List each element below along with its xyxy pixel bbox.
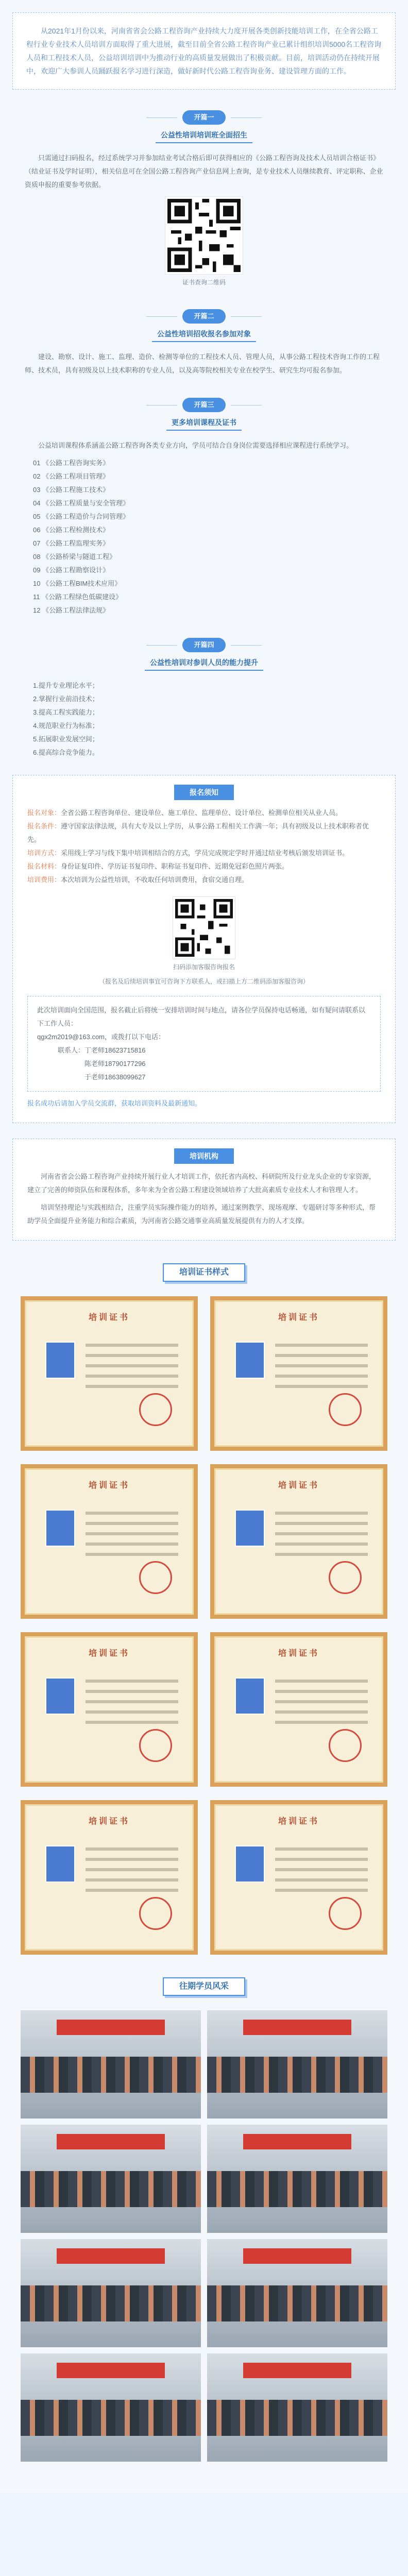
section-body: 只需通过扫码报名，经过系统学习并参加结业考试合格后即可获得相应的《公路工程咨询及技术人员培训合格证书》（结业证书及学时证明），相关信息可在全国公路工程咨询产业信息网上查询，是专业技术人员继续教育、评定职称、企业资质申报的重要参考依据。 [25,154,383,189]
row-key: 报名材料： [27,862,61,870]
contact-box [27,996,381,1092]
list-item: 1.提升专业理论水平； [33,682,99,689]
seal-icon [139,1897,172,1930]
list-item: 08 《公路桥梁与隧道工程》 [33,553,116,561]
row-key: 培训费用： [27,876,61,884]
register-row [27,806,381,820]
card-title: 报名须知 [174,785,234,800]
qr-code-icon[interactable] [165,197,243,274]
seal-icon [329,1729,362,1762]
contact-note: （报名及后续培训事宜可咨询下方联系人，或扫描上方二维码添加客服咨询） [98,978,309,985]
contact-lead: 此次培训面向全国范围，报名截止后将统一安排培训时间与地点，请各位学员保持电话畅通，如有疑问请联系以下工作人员： [37,1006,366,1027]
list-item: 09 《公路工程勘察设计》 [33,566,110,574]
intro-paragraph: 从2021年1月份以来，河南省省会公路工程咨询产业持续大力度开展各类创新技能培训工作，在全省公路工程行业专业技术人员培训方面取得了重大进展，截至目前全省公路工程咨询产业已累计组织培训5000名工程咨询人员和工程技术人员，公益培训培训中为推动行业的高质量发展做出了积极贡献。目前，培训活动仍在持续开展中，欢迎广大参训人员踊跃报名学习进行深造，做好新时代公路工程咨询业务、建设管理方面的工作。 [12,12,396,90]
group-photo [21,2239,201,2347]
group-photo [207,2353,387,2462]
about-paragraph: 河南省省会公路工程咨询产业持续开展行业人才培训工作，依托省内高校、科研院所及行业龙头企业的专家资源，建立了完善的师资队伍和课程体系，多年来为全省公路工程建设领域培养了大批高素质专业技术人才和管理人才。 [27,1173,376,1194]
list-item: 06 《公路工程检测技术》 [33,526,110,534]
row-value: 身份证复印件、学历证书复印件、职称证书复印件、近期免冠彩色照片两张。 [61,862,289,870]
certificate-title: 培训证书 [88,1481,130,1490]
list-item: 11 《公路工程绿色低碳建设》 [33,593,123,601]
seal-icon [139,1393,172,1426]
certificate-image [210,1800,387,1955]
section-4-header [0,638,408,671]
list-item: 01 《公路工程咨询实务》 [33,459,110,467]
certificate-title: 培训证书 [278,1481,319,1490]
register-row [27,820,381,846]
ability-list [33,679,383,759]
certificate-title: 培训证书 [88,1817,130,1826]
section-1-header [0,110,408,143]
certificate-image [210,1632,387,1787]
contact-person: 联系人：丁老师18623715816 [58,1046,146,1054]
qr-caption: 证书查询二维码 [182,279,226,286]
seal-icon [139,1561,172,1594]
certificate-image [21,1632,198,1787]
photo-banner [0,1975,408,1998]
portrait-photo [45,1510,75,1547]
contact-footer: 报名成功后请加入学员交流群，获取培训资料及最新通知。 [27,1099,202,1107]
list-item: 10 《公路工程BIM技术应用》 [33,580,122,587]
group-photo [21,2125,201,2233]
certificate-image [210,1464,387,1619]
portrait-photo [45,1845,75,1883]
list-item: 6.提高综合竞争能力。 [33,749,99,756]
about-card [12,1139,396,1241]
list-item: 03 《公路工程施工技术》 [33,486,110,494]
list-item: 05 《公路工程造价与合同管理》 [33,513,130,520]
contact-person: 于老师18638099627 [84,1073,146,1081]
list-item: 5.拓展职业发展空间； [33,735,99,743]
certificate-title: 培训证书 [278,1313,319,1322]
certificate-image [210,1296,387,1451]
row-key: 培训方式： [27,849,61,857]
cert-grid [21,1296,387,1955]
registration-card [12,775,396,1123]
seal-icon [329,1897,362,1930]
register-row [27,873,381,887]
register-row [27,846,381,860]
cert-banner [0,1261,408,1284]
section-title: 公益性培训培训班全面招生 [156,129,252,143]
register-row [27,860,381,873]
portrait-photo [235,1510,265,1547]
list-item: 04 《公路工程质量与安全管理》 [33,499,130,507]
list-item: 02 《公路工程项目管理》 [33,472,110,480]
certificate-title: 培训证书 [278,1649,319,1658]
row-value: 遵守国家法律法规，具有大专及以上学历，从事公路工程相关工作满一年；具有初级及以上技术职称者优先。 [27,822,369,843]
row-key: 报名对象： [27,809,61,817]
course-list [33,456,383,617]
section-title: 公益性培训招收报名参加对象 [152,328,256,342]
list-item: 3.提高工程实践能力； [33,708,99,716]
portrait-photo [45,1677,75,1715]
about-paragraph: 培训坚持理论与实践相结合，注重学员实际操作能力的培养，通过案例教学、现场观摩、专题研讨等多种形式，帮助学员全面提升业务能力和综合素质，为河南省公路交通事业高质量发展提供有力的人才支撑。 [27,1204,376,1225]
list-item: 2.掌握行业前沿技术； [33,695,99,703]
section-title: 公益性培训对参训人员的能力提升 [145,656,263,671]
section-pill: 开篇三 [182,398,225,412]
portrait-photo [235,1677,265,1715]
section-pill: 开篇一 [182,110,225,125]
banner-title: 培训证书样式 [163,1263,245,1282]
card-title: 培训机构 [174,1148,234,1164]
list-item: 07 《公路工程监理实务》 [33,539,110,547]
group-photo [207,2010,387,2119]
certificate-image [21,1800,198,1955]
banner-title: 往期学员风采 [163,1977,245,1996]
group-photo [207,2239,387,2347]
certificate-image [21,1464,198,1619]
qr-caption: 扫码添加客服咨询报名 [173,963,235,971]
seal-icon [329,1561,362,1594]
photo-grid [21,2010,387,2462]
section-pill: 开篇二 [182,309,225,324]
row-value: 全省公路工程咨询单位、建设单位、施工单位、监理单位、设计单位、检测单位相关从业人员。 [61,809,343,817]
portrait-photo [45,1342,75,1379]
portrait-photo [235,1845,265,1883]
list-item: 4.规范职业行为标准； [33,722,99,730]
qr-block [0,197,408,289]
certificate-title: 培训证书 [88,1649,130,1658]
section-body: 公益培训课程体系涵盖公路工程咨询各类专业方向，学员可结合自身岗位需要选择相应课程进行系统学习。 [38,442,353,449]
group-photo [207,2125,387,2233]
contact-person: 陈老师18790177296 [84,1060,146,1067]
section-2-header [0,309,408,342]
qr-code-icon[interactable] [173,897,235,959]
group-photo [21,2010,201,2119]
seal-icon [329,1393,362,1426]
certificate-title: 培训证书 [88,1313,130,1322]
contact-email[interactable]: qgx2m2019@163.com，或拨打以下电话： [37,1033,165,1041]
row-key: 报名条件： [27,822,61,830]
row-value: 本次培训为公益性培训，不收取任何培训费用，食宿交通自理。 [61,876,249,884]
group-photo [21,2353,201,2462]
row-value: 采用线上学习与线下集中培训相结合的方式，学员完成规定学时并通过结业考核后颁发培训证书。 [61,849,349,857]
list-item: 12 《公路工程法律法规》 [33,606,110,614]
certificate-title: 培训证书 [278,1817,319,1826]
portrait-photo [235,1342,265,1379]
section-title: 更多培训课程及证书 [166,416,242,431]
section-body: 建设、勘察、设计、施工、监理、造价、检测等单位的工程技术人员、管理人员，从事公路工程技术咨询工作的工程师、技术员，具有初级及以上技术职称的专业人员，以及高等院校相关专业在校学生、研究生均可报名参加。 [25,353,380,374]
contact-qr-block [27,897,381,988]
certificate-image [21,1296,198,1451]
section-pill: 开篇四 [182,638,225,652]
section-3-header [0,398,408,431]
seal-icon [139,1729,172,1762]
